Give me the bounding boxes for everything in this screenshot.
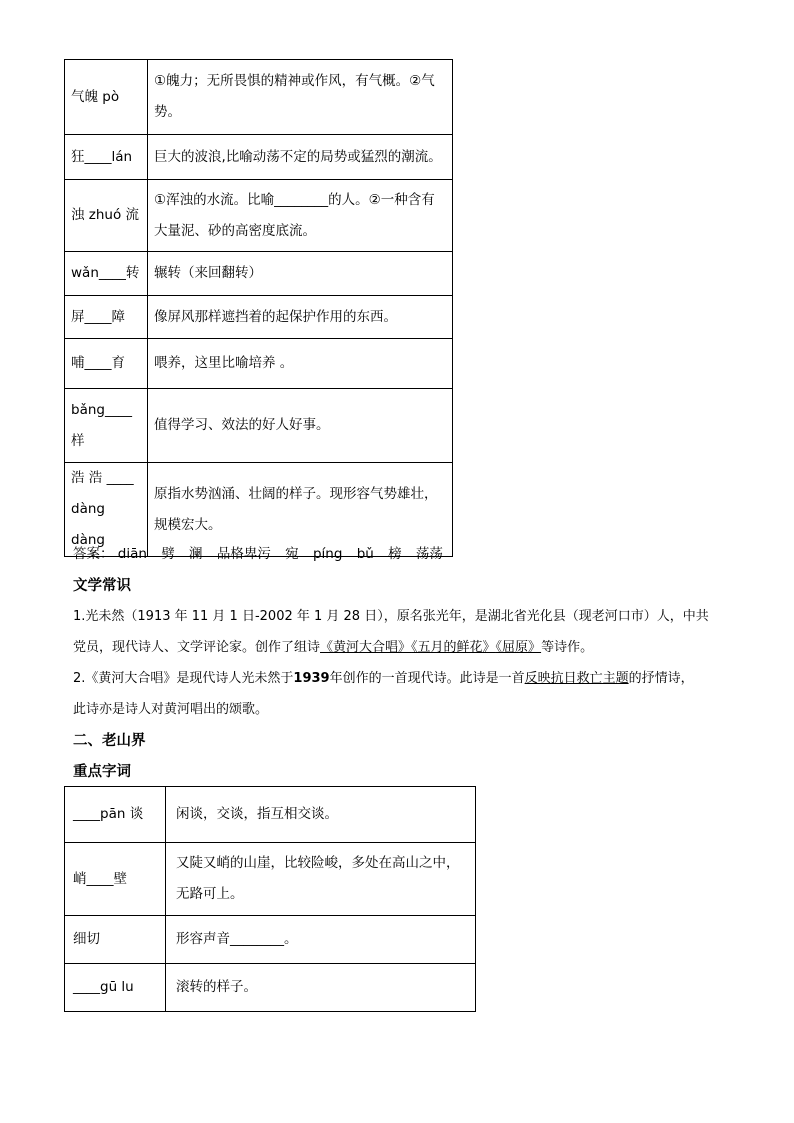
term-cell: wǎn____转 — [65, 252, 148, 296]
table-row — [65, 389, 453, 463]
definition-cell: 又陡又峭的山崖，比较险峻，多处在高山之中，无路可上。 — [166, 843, 476, 916]
work-title: 《屈原》 — [495, 640, 542, 655]
table-row — [65, 339, 453, 389]
term-cell: 屏____障 — [65, 296, 148, 339]
term-cell: bǎng____样 — [65, 389, 148, 463]
text-span: 1.光未然（1913 年 11 月 1 日-2002 年 1 月 28 日），原名张光年，是湖北省光化县（现老河口市）人，中共 — [73, 609, 709, 624]
definition-cell: 滚转的样子。 — [166, 964, 476, 1012]
answer-item: diān — [117, 546, 147, 562]
subsection-heading: 重点字词 — [73, 764, 131, 780]
theme: 反映抗日救亡主题 — [524, 671, 629, 686]
vocab-table-2 — [64, 786, 476, 1012]
definition-cell: 闲谈，交谈，指互相交谈。 — [166, 787, 476, 843]
table-row — [65, 916, 476, 964]
vocab-table-1 — [64, 59, 453, 557]
definition-cell: 喂养，这里比喻培养 。 — [148, 339, 453, 389]
text-span: 的抒情诗， — [628, 671, 694, 686]
term-cell: 气魄 pò — [65, 60, 148, 135]
table-row — [65, 180, 453, 252]
answer-item: 劈 — [161, 546, 175, 562]
section-heading: 二、老山界 — [73, 733, 146, 749]
term-cell: 峭____壁 — [65, 843, 166, 916]
term-cell: 浊 zhuó 流 — [65, 180, 148, 252]
definition-cell: ①魄力；无所畏惧的精神或作风，有气概。②气势。 — [148, 60, 453, 135]
answer-line — [73, 542, 453, 562]
term-cell: 哺____育 — [65, 339, 148, 389]
definition-cell: 值得学习、效法的好人好事。 — [148, 389, 453, 463]
answer-item: 荡荡 — [415, 546, 443, 562]
table-row — [65, 135, 453, 180]
definition-cell: 形容声音________。 — [166, 916, 476, 964]
table-row — [65, 787, 476, 843]
table-row — [65, 843, 476, 916]
table-row — [65, 252, 453, 296]
term-cell: 狂____lán — [65, 135, 148, 180]
term-cell: 浩 浩 ____ dàng dàng — [65, 463, 148, 557]
definition-cell: 原指水势汹涌、壮阔的样子。现形容气势雄壮，规模宏大。 — [148, 463, 453, 557]
answer-item: píng — [312, 546, 343, 562]
term-cell: 细切 — [65, 916, 166, 964]
literature-heading: 文学常识 — [73, 578, 131, 594]
definition-cell: 像屏风那样遮挡着的起保护作用的东西。 — [148, 296, 453, 339]
year: 1939 — [293, 671, 330, 686]
answer-item: 宛 — [285, 546, 299, 562]
table-row — [65, 60, 453, 135]
answer-item: 澜 — [189, 546, 203, 562]
work-title: 《五月的鲜花》 — [411, 640, 496, 655]
text-span: 等诗作。 — [541, 640, 594, 655]
definition-cell: ①浑浊的水流。比喻________的人。②一种含有大量泥、砂的高密度底流。 — [148, 180, 453, 252]
answer-item: bǔ — [356, 546, 374, 562]
table-row — [65, 964, 476, 1012]
definition-cell: 辗转（来回翻转） — [148, 252, 453, 296]
term-cell: ____pān 谈 — [65, 787, 166, 843]
answer-item: 品格卑污 — [216, 546, 271, 562]
text-span: 此诗亦是诗人对黄河唱出的颂歌。 — [73, 702, 269, 717]
literature-paragraph-1 — [73, 605, 709, 624]
definition-cell: 巨大的波浪,比喻动荡不定的局势或猛烈的潮流。 — [148, 135, 453, 180]
literature-paragraph-2 — [73, 667, 694, 686]
literature-paragraph-1-cont — [73, 636, 593, 655]
table-row — [65, 296, 453, 339]
answer-item: 榜 — [388, 546, 402, 562]
term-cell: ____gū lu — [65, 964, 166, 1012]
text-span: 2.《黄河大合唱》是现代诗人光未然于 — [73, 671, 294, 686]
answer-label: 答案： — [73, 546, 114, 562]
literature-paragraph-2-cont — [73, 698, 268, 717]
text-span: 党员，现代诗人、文学评论家。创作了组诗 — [73, 640, 321, 655]
text-span: 年创作的一首现代诗。此诗是一首 — [329, 671, 525, 686]
work-title: 《黄河大合唱》 — [320, 640, 412, 655]
